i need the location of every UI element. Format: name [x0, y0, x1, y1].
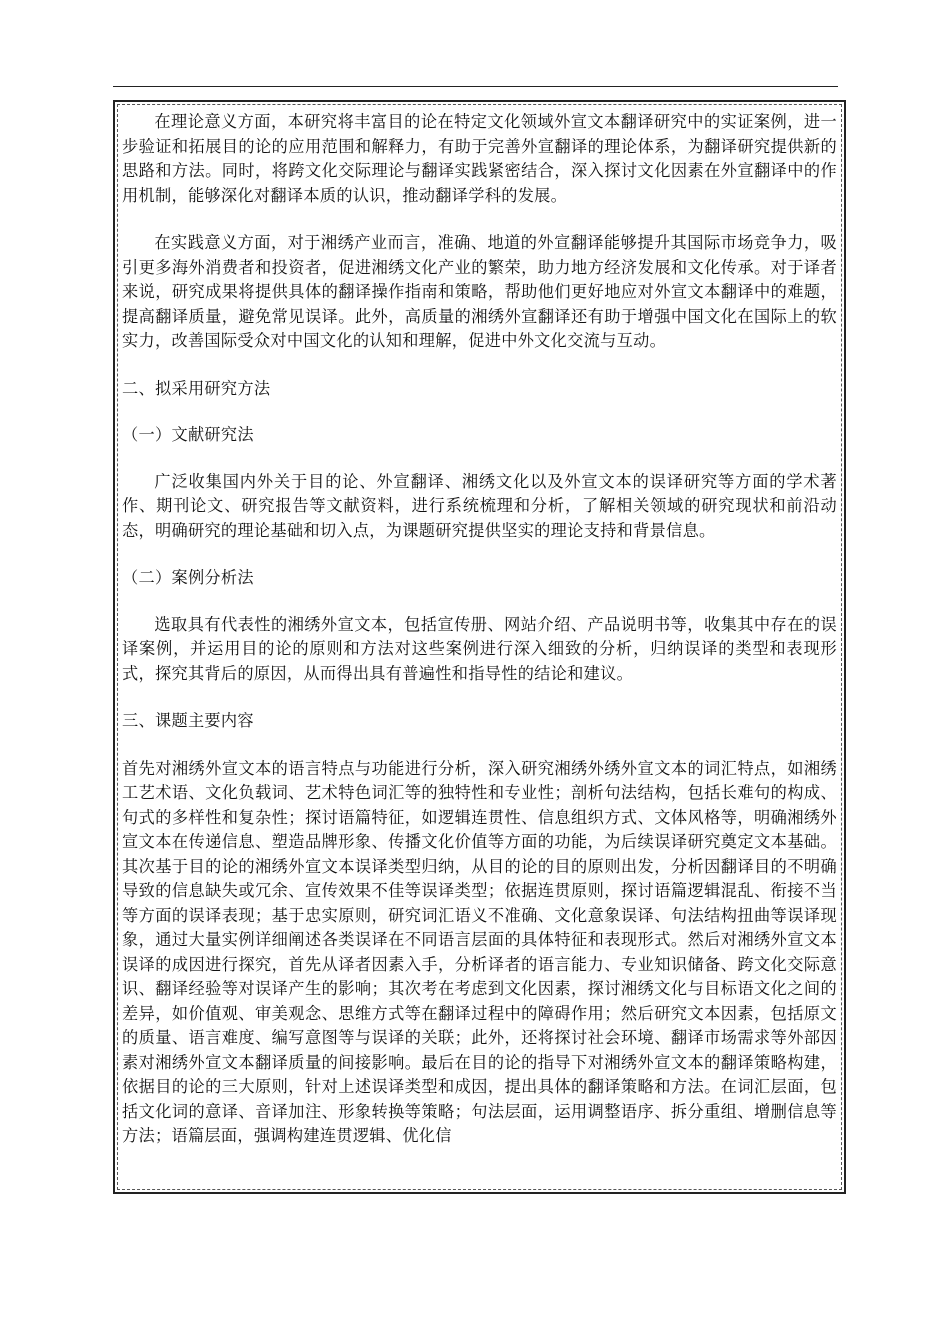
practice-significance-paragraph: 在实践意义方面，对于湘绣产业而言，准确、地道的外宣翻译能够提升其国际市场竞争力，吸引更多海外消费者和投资者，促进湘绣文化产业的繁荣，助力地方经济发展和文化传承。对于译者来说，研究成果将提供具体的翻译操作指南和策略，帮助他们更好地应对外宣文本翻译中的难题，提高翻译质量，避免常见误译。此外，高质量的湘绣外宣翻译还有助于增强中国文化在国际上的软实力，改善国际受众对中国文化的认知和理解，促进中外文化交流与互动。 [122, 233, 837, 350]
subheading-literature-method: （一）文献研究法 [122, 425, 254, 444]
main-content-paragraph: 首先对湘绣外宣文本的语言特点与功能进行分析，深入研究湘绣外绣外宣文本的词汇特点，如湘绣工艺术语、文化负载词、艺术特色词汇等的独特性和专业性；剖析句法结构，包括长难句的构成、句式的多样性和复杂性；探讨语篇特征，如逻辑连贯性、信息组织方式、文体风格等，明确湘绣外宣文本在传递信息、塑造品牌形象、传播文化价值等方面的功能，为后续误译研究奠定文本基础。其次基于目的论的湘绣外宣文本误译类型归纳，从目的论的目的原则出发，分析因翻译目的不明确导致的信息缺失或冗余、宣传效果不佳等误译类型；依据连贯原则，探讨语篇逻辑混乱、衔接不当等方面的误译表现；基于忠实原则，研究词汇语义不准确、文化意象误译、句法结构扭曲等误译现象，通过大量实例详细阐述各类误译在不同语言层面的具体特征和表现形式。然后对湘绣外宣文本误译的成因进行探究，首先从译者因素入手，分析译者的语言能力、专业知识储备、跨文化交际意识、翻译经验等对误译产生的影响；其次考在考虑到文化因素，探讨湘绣文化与目标语文化之间的差异，如价值观、审美观念、思维方式等在翻译过程中的障碍作用；然后研究文本因素，包括原文的质量、语言难度、编写意图等与误译的关联；此外，还将探讨社会环境、翻译市场需求等外部因素对湘绣外宣文本翻译质量的间接影响。最后在目的论的指导下对湘绣外宣文本的翻译策略构建，依据目的论的三大原则，针对上述误译类型和成因，提出具体的翻译策略和方法。在词汇层面，包括文化词的意译、音译加注、形象转换等策略；句法层面，运用调整语序、拆分重组、增删信息等方法；语篇层面，强调构建连贯逻辑、优化信 [122, 758, 837, 1145]
document-frame [113, 100, 846, 1194]
theory-significance-paragraph: 在理论意义方面，本研究将丰富目的论在特定文化领域外宣文本翻译研究中的实证案例，进一步验证和拓展目的论的应用范围和解释力，有助于完善外宣翻译的理论体系，为翻译研究提供新的思路和方法。同时，将跨文化交际理论与翻译实践紧密结合，深入探讨文化因素在外宣翻译中的作用机制，能够深化对翻译本质的认识，推动翻译学科的发展。 [122, 112, 837, 205]
literature-method-paragraph: 广泛收集国内外关于目的论、外宣翻译、湘绣文化以及外宣文本的误译研究等方面的学术著作、期刊论文、研究报告等文献资料，进行系统梳理和分析，了解相关领域的研究现状和前沿动态，明确研究的理论基础和切入点，为课题研究提供坚实的理论支持和背景信息。 [122, 471, 837, 540]
document-body [122, 110, 837, 1149]
subheading-case-method: （二）案例分析法 [122, 568, 254, 587]
section-heading-methods: 二、拟采用研究方法 [122, 378, 271, 398]
section-heading-content: 三、课题主要内容 [122, 711, 254, 730]
header-rule [113, 86, 838, 87]
case-method-paragraph: 选取具有代表性的湘绣外宣文本，包括宣传册、网站介绍、产品说明书等，收集其中存在的误译案例，并运用目的论的原则和方法对这些案例进行深入细致的分析，归纳误译的类型和表现形式，探究其背后的原因，从而得出具有普遍性和指导性的结论和建议。 [122, 614, 837, 683]
